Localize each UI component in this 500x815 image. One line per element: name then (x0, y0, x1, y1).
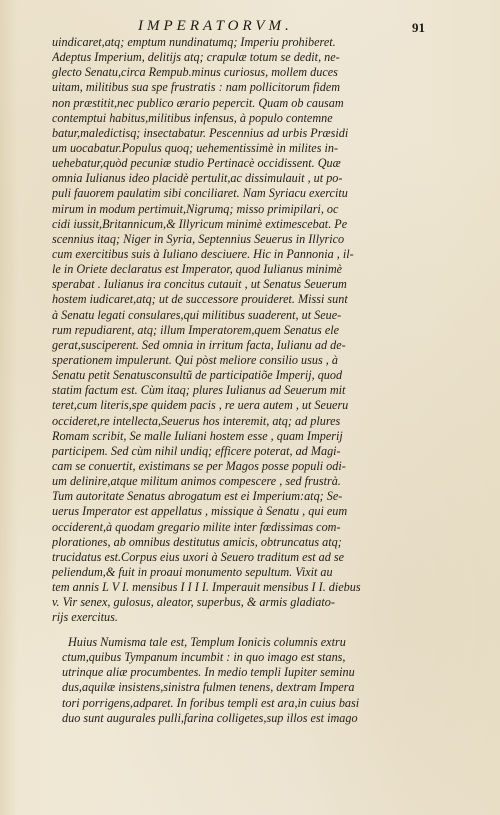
text-line: sperationem impulerunt. Qui pòst meliore consilio usus , à (52, 352, 338, 367)
text-line: uerus Imperator est appellatus , missique à Senatu , qui eum (52, 504, 348, 519)
text-line: tori porrigens,adparet. In foribus templi est ara,in cuius basi (62, 695, 360, 710)
text-line: hostem iudicaret,atq; ut de successore prouideret. Missi sunt (52, 292, 348, 307)
text-line: sperabat . Iulianus ira concitus cutauit , ut Senatus Seuerum (52, 277, 347, 292)
text-line: contemptui habitus,militibus infensus, à populo contemne (52, 110, 333, 125)
text-line: tem annis L V I. mensibus I I I I. Imperauit mensibus I I. diebus (52, 580, 361, 595)
numisma-paragraph (62, 635, 434, 726)
text-line: occideret,re intellecta,Seuerus hos interemit, atq; ad plures (52, 413, 341, 428)
text-line: Senatu petit Senatusconsultũ de participatiõe Imperij, quod (52, 368, 343, 383)
text-line: occiderent,à quodam gregario milite inter fœdissimas com- (52, 519, 341, 534)
text-line: participem. Sed cùm nihil undiq; efficere poterat, ad Magi- (52, 443, 341, 458)
text-line: puli fauorem paulatim sibi conciliaret. Nam Syriacu exercitu (52, 186, 348, 201)
text-line: gerat,susciperent. Sed omnia in irritum facta, Iulianu ad de- (52, 337, 346, 352)
text-line: uindicaret,atq; emptum nundinatumq; Imperiu prohiberet. (52, 35, 336, 49)
page-number: 91 (412, 20, 425, 35)
text-line: cidi iussit,Britannicum,& Illyricum minimè extimescebat. Pe (52, 216, 348, 231)
text-line: à Senatu legati consulares,qui militibus suaderent, ut Seue- (52, 307, 342, 322)
text-line: Romam scribit, Se malle Iuliani hostem esse , quam Imperij (52, 428, 343, 443)
text-line: um uocabatur.Populus quoq; uehementissimè in milites in- (52, 140, 339, 155)
text-line: trucidatus est.Corpus eius uxori à Seuero traditum est ad se (52, 549, 345, 564)
text-line: uehebatur,quòd pecuniæ studio Pertinacè occidissent. Quæ (52, 156, 341, 171)
text-line: omnia Iulianus ideo placidè pertulit,ac dissimulauit , ut po- (52, 171, 343, 186)
text-line: duo sunt augurales pulli,farina colligetes,sup illos est imago (62, 710, 358, 725)
text-line: statim factum est. Cùm itaq; plures Iulianus ad Seuerum mit (52, 383, 346, 398)
text-line: Adeptus Imperium, delitijs atq; crapulæ totum se dedit, ne- (52, 50, 340, 65)
text-line: mirum in modum pertimuit,Nigrumq; misso primipilari, oc (52, 201, 339, 216)
text-line: peliendum,& fuit in proaui monumento sepultum. Vixit au (52, 564, 333, 579)
text-line: Huius Numisma tale est, Templum Ionicis columnis extru (68, 635, 346, 649)
text-line: batur,maledictisq; insectabatur. Pescennius ad urbis Præsidi (52, 125, 349, 140)
text-line: ctum,quibus Tympanum incumbit : in quo imago est stans, (62, 650, 346, 665)
text-line: uitam, militibus sua spe frustratis : nam pollicitorum fidem (52, 80, 341, 95)
text-line: Tum autoritate Senatus abrogatum est ei Imperium:atq; Se- (52, 489, 343, 504)
main-text-block (52, 35, 432, 625)
text-line: v. Vir senex, gulosus, aleator, superbus, & armis gladiato- (52, 595, 335, 610)
text-line: rum repudiarent, atq; illum Imperatorem,quem Senatus ele (52, 322, 340, 337)
text-line: glecto Senatu,circa Rempub.minus curiosus, mollem duces (52, 65, 338, 80)
text-line: teret,cum literis,spe quidem pacis , re uera autem , ut Seueru (52, 398, 349, 413)
text-line: cum exercitibus suis à Iuliano desciuere. Hic in Pannonia , il- (52, 246, 354, 261)
text-line: dus,aquilæ insistens,sinistra fulmen tenens, dextram Impera (62, 680, 355, 695)
running-title: IMPERATORVM. (138, 18, 293, 34)
text-line: scennius itaq; Niger in Syria, Septennius Seuerus in Illyrico (52, 231, 345, 246)
text-line: cam se conuertit, existimans se per Magos posse populi odi- (52, 458, 346, 473)
text-line: um delinire,atque militum animos compescere , sed frustrà. (52, 474, 341, 489)
text-line: non præstitit,nec publico ærario pepercit. Quam ob causam (52, 95, 344, 110)
text-line: le in Oriete declaratus est Imperator, quod Iulianus minimè (52, 262, 343, 277)
text-line: rijs exercitus. (52, 610, 118, 625)
text-line: plorationes, ab omnibus destitutus amicis, obtruncatus atq; (52, 534, 342, 549)
text-line: utrinque aliæ procumbentes. In medio templi Iupiter seminu (62, 665, 355, 680)
